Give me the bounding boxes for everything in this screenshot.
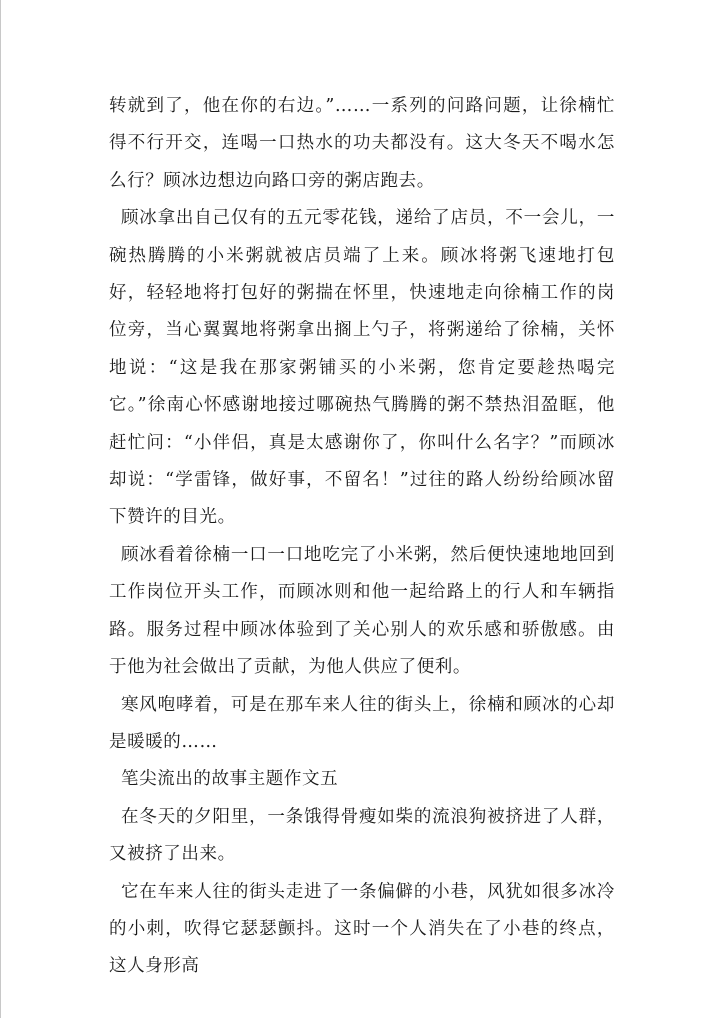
document-body xyxy=(109,88,615,986)
section-heading: 笔尖流出的故事主题作文五 xyxy=(121,769,339,790)
paragraph-2: 顾冰拿出自己仅有的五元零花钱，递给了店员，不一会儿，一碗热腾腾的小米粥就被店员端了上来。顾冰将粥飞速地打包好，轻轻地将打包好的粥揣在怀里，快速地走向徐楠工作的岗位旁，当心翼翼地将粥拿出搁上勺子，将粥递给了徐楠，关怀地说：“这是我在那家粥铺买的小米粥，您肯定要趁热喝完它。”徐南心怀感谢地接过哪碗热气腾腾的粥不禁热泪盈眶，他赶忙问：“小伴侣，真是太感谢你了，你叫什么名字？”而顾冰却说：“学雷锋，做好事，不留名！”过往的路人纷纷给顾冰留下赞许的目光。 xyxy=(109,208,615,528)
paragraph-6: 它在车来人往的街头走进了一条偏僻的小巷，风犹如很多冰冷的小刺，吹得它瑟瑟颤抖。这时一个人消失在了小巷的终点，这人身形高 xyxy=(109,881,615,977)
paragraph-3: 顾冰看着徐楠一口一口地吃完了小米粥，然后便快速地地回到工作岗位开头工作，而顾冰则和他一起给路上的行人和车辆指路。服务过程中顾冰体验到了关心别人的欢乐感和骄傲感。由于他为社会做出了贡献，为他人供应了便利。 xyxy=(109,544,615,678)
paragraph-5: 在冬天的夕阳里，一条饿得骨瘦如柴的流浪狗被挤进了人群，又被挤了出来。 xyxy=(109,806,615,865)
paragraph-4: 寒风咆哮着，可是在那车来人往的街头上，徐楠和顾冰的心却是暖暖的…… xyxy=(109,694,615,752)
paragraph-1: 转就到了，他在你的右边。”……一系列的问路问题，让徐楠忙得不行开交，连喝一口热水的功夫都没有。这大冬天不喝水怎么行？顾冰边想边向路口旁的粥店跑去。 xyxy=(109,96,615,191)
